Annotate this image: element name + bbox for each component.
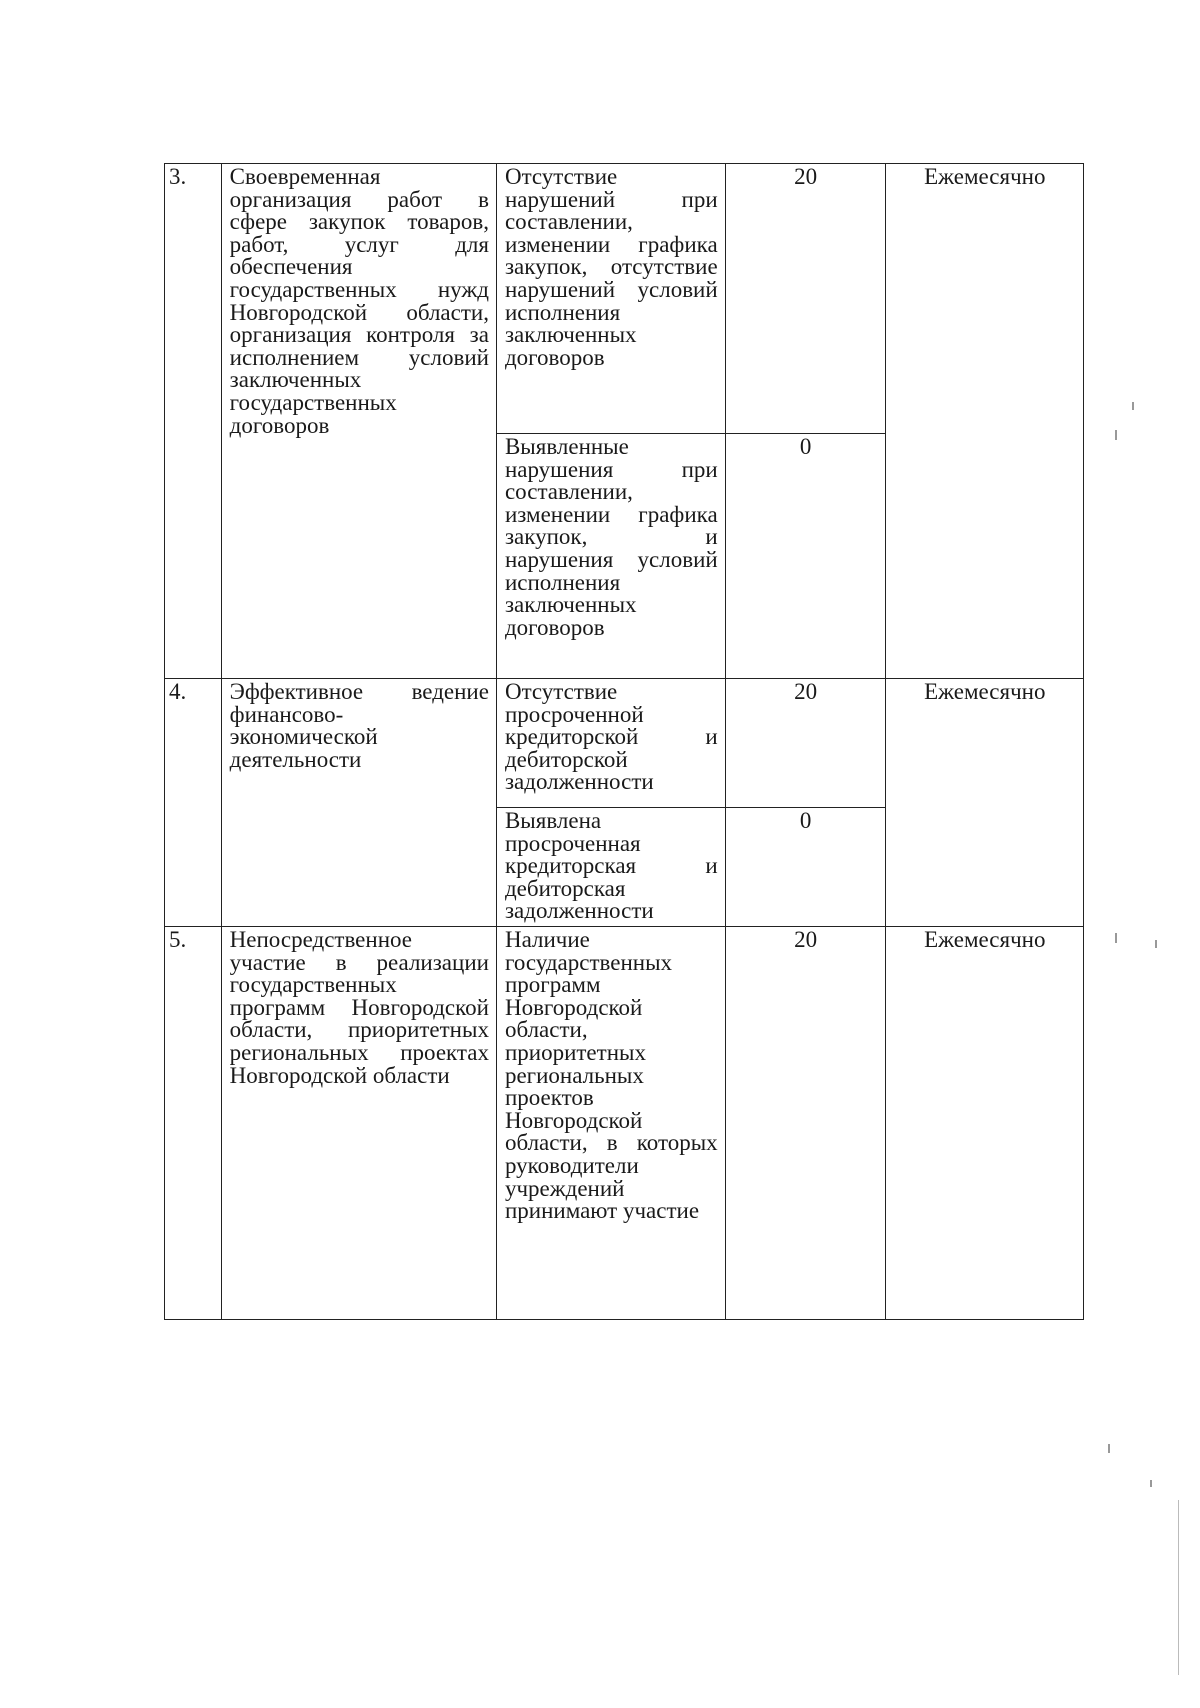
scan-speck bbox=[1108, 1444, 1110, 1453]
criterion-text: Отсутствие просроченной кредиторской и дебиторской задолженности bbox=[496, 679, 725, 808]
scan-edge-line bbox=[1178, 1500, 1179, 1675]
criterion-points: 0 bbox=[725, 434, 885, 679]
scan-speck bbox=[1115, 430, 1117, 440]
indicator-name: Эффективное ведение финансово-экономической деятельности bbox=[221, 679, 496, 927]
assessment-period: Ежемесячно bbox=[885, 679, 1083, 927]
scan-speck bbox=[1150, 1480, 1152, 1487]
criterion-points: 20 bbox=[725, 679, 885, 808]
criteria-table bbox=[164, 163, 1084, 1320]
assessment-period: Ежемесячно bbox=[885, 164, 1083, 679]
indicator-name: Непосредственное участие в реализации государственных программ Новгородской области, приоритетных региональных проектах Новгородской области bbox=[221, 926, 496, 1319]
criterion-text: Выявленные нарушения при составлении, изменении графика закупок, и нарушения условий исполнения заключенных договоров bbox=[496, 434, 725, 679]
scan-speck bbox=[1155, 940, 1157, 948]
assessment-period: Ежемесячно bbox=[885, 926, 1083, 1319]
criterion-points: 20 bbox=[725, 926, 885, 1319]
criterion-text: Отсутствие нарушений при составлении, изменении графика закупок, отсутствие нарушений условий исполнения заключенных договоров bbox=[496, 164, 725, 434]
criterion-points: 0 bbox=[725, 808, 885, 927]
criterion-points: 20 bbox=[725, 164, 885, 434]
row-number: 5. bbox=[165, 926, 222, 1319]
table-row bbox=[165, 679, 1084, 808]
scan-speck bbox=[1115, 933, 1117, 943]
row-number: 3. bbox=[165, 164, 222, 679]
scan-speck bbox=[1132, 402, 1134, 410]
table-row bbox=[165, 164, 1084, 434]
indicator-name: Своевременная организация работ в сфере закупок товаров, работ, услуг для обеспечения государственных нужд Новгородской области, организация контроля за исполнением условий заключенных государственных договоров bbox=[221, 164, 496, 679]
criterion-text: Наличие государственных программ Новгородской области, приоритетных региональных проектов Новгородской области, в которых руководители учреждений принимают участие bbox=[496, 926, 725, 1319]
table-row bbox=[165, 926, 1084, 1319]
row-number: 4. bbox=[165, 679, 222, 927]
criterion-text: Выявлена просроченная кредиторская и дебиторская задолженности bbox=[496, 808, 725, 927]
